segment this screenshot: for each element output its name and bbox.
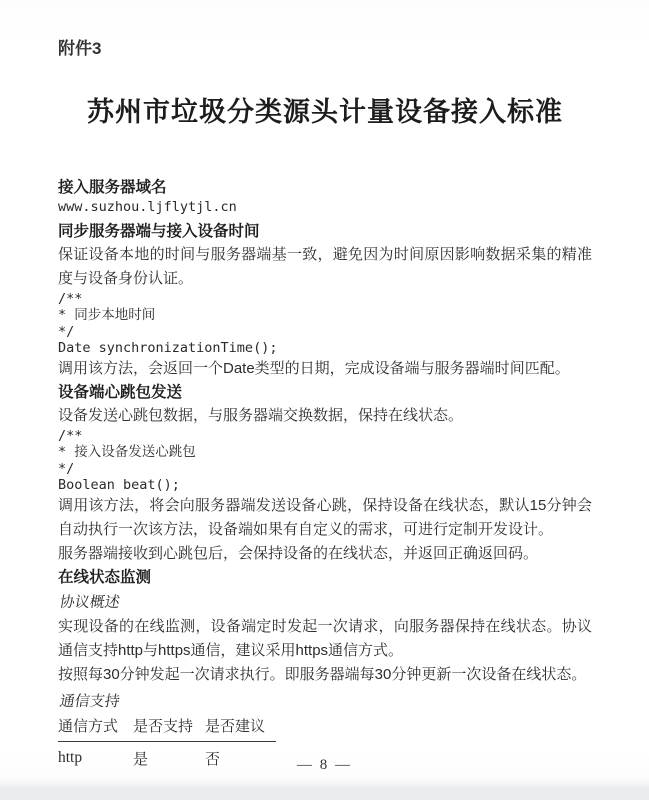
page-number: — 8 — (297, 757, 352, 773)
heading-online-status: 在线状态监测 (58, 568, 152, 586)
code-line: * 同步本地时间 (58, 307, 156, 323)
code-line: * 接入设备发送心跳包 (58, 444, 196, 460)
column-header-comm-method: 通信方式 (58, 715, 133, 742)
paragraph-heartbeat-call-desc: 调用该方法，将会向服务器端发送设备心跳，保持设备在线状态，默认15分钟会自动执行一次该方法，设备端如果有自定义的需求，可进行定制开发设计。 (58, 496, 592, 538)
paragraph-heartbeat-server-desc: 服务器端接收到心跳包后，会保持设备的在线状态，并返回正确返回码。 (58, 544, 539, 562)
server-domain-value: www.suzhou.ljflytjl.cn (58, 199, 237, 215)
column-header-recommended: 是否建议 (205, 715, 276, 742)
attachment-label: 附件3 (58, 39, 102, 58)
code-line: /** (58, 427, 83, 444)
code-line: Boolean beat(); (58, 477, 180, 493)
column-header-supported: 是否支持 (133, 715, 205, 742)
cell-supported: 是 (133, 750, 149, 768)
heading-sync-time: 同步服务器端与接入设备时间 (58, 222, 260, 240)
document-title: 苏州市垃圾分类源头计量设备接入标准 (87, 97, 563, 127)
subheading-protocol-overview (58, 592, 592, 613)
cell-recommended: 否 (205, 750, 221, 768)
cell-comm-method: http (58, 749, 83, 766)
code-line: /** (58, 290, 83, 307)
subheading-comm-support-text: 通信支持 (58, 692, 122, 710)
table-header-row (58, 715, 276, 742)
paragraph-heartbeat-desc: 设备发送心跳包数据，与服务器端交换数据，保持在线状态。 (58, 406, 464, 424)
paragraph-interval-desc: 按照每30分钟发起一次请求执行。即服务器端每30分钟更新一次设备在线状态。 (58, 665, 587, 683)
code-line: */ (58, 323, 75, 340)
spacer (58, 216, 592, 220)
heading-heartbeat: 设备端心跳包发送 (58, 383, 183, 401)
photo-edge-bottom (0, 787, 649, 800)
code-line: Date synchronizationTime(); (58, 340, 278, 356)
subheading-comm-support (58, 691, 592, 712)
subheading-protocol-overview-text: 协议概述 (58, 593, 122, 611)
paragraph-sync-call-desc: 调用该方法，会返回一个Date类型的日期，完成设备端与服务器端时间匹配。 (58, 359, 570, 377)
photo-edge-fade (0, 777, 649, 787)
code-line: */ (58, 460, 75, 477)
paragraph-sync-desc: 保证设备本地的时间与服务器端基一致，避免因为时间原因影响数据采集的精准度与设备身份认证。 (58, 245, 592, 287)
paragraph-protocol-desc: 实现设备的在线监测，设备端定时发起一次请求，向服务器保持在线状态。协议通信支持http与https通信，建议采用https通信方式。 (58, 617, 592, 659)
heading-server-domain: 接入服务器域名 (58, 179, 167, 196)
